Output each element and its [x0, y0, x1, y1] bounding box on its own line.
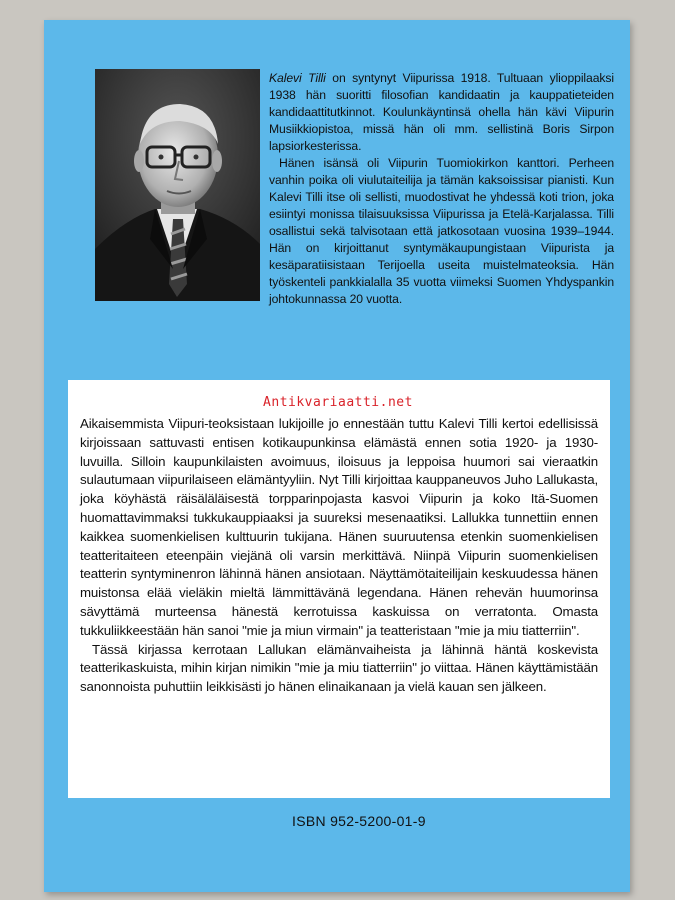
- author-name: Kalevi Tilli: [269, 71, 326, 85]
- book-description: [80, 415, 598, 697]
- author-portrait-image: [95, 69, 260, 301]
- bio-paragraph-2: Hänen isänsä oli Viipurin Tuomiokirkon kanttori. Perheen vanhin poika oli viulutaiteilija ja tämän kaksoissisar pianisti. Kun Kalevi Tilli itse oli sellisti, muodostivat he yhdessä koti trion, joka esiintyi monissa tilaisuuksissa Viipurissa ja Etelä-Karjalassa. Tilli osallistui sekä talvisotaan että jatkosotaan vuosina 1939–1944. Hän on kirjoittanut syntymäkaupungistaan Viipurista ja kesäparatiisistaan Terijoella useita muistelmateoksia. Hän työskenteli pankkialalla 35 vuotta viimeksi Suomen Yhdyspankin johtokunnassa 20 vuotta.: [269, 156, 614, 306]
- description-paragraph-1: Aikaisemmista Viipuri-teoksistaan lukijoille jo ennestään tuttu Kalevi Tilli kertoi edellisissä kirjoissaan sattuvasti entisen kotikaupunkinsa elämästä ennen sotia 1920- ja 1930-luvuilla. Silloin kaupunkilaisten avoimuus, iloisuus ja leppoisa huumori sai vieraatkin sulautumaan viipurilaiseen elämäntyyliin. Nyt Tilli kirjoittaa kauppaneuvos Juho Lallukasta, joka köyhästä räisäläläisestä torpparinpojasta kasvoi Viipurin ja koko Itä-Suomen huomattavimmaksi tukkukauppiaaksi ja suureksi mesenaatiksi. Lallukka tunnettiin ennen kaikkea suomenkielisen kulttuurin tukijana. Hänen suuruutensa etenkin suomenkielisen teatteritaiteen eteenpäin viejänä oli varsin merkittävä. Niinpä Viipurin suomenkielisen teatterin syntyminenron lähinnä hänen ansiotaan. Näyttämötaiteilijain keskuudessa hänen muistonsa elää vieläkin mieltä lämmittävänä legendana. Hänen rehevän huumorinsa sävyttämä murteensa hänestä kerrotuissa kaskuissa on verratonta. Omasta tukkuliikkeestään hän sanoi "mie ja miun virmain" ja teatteristaan "mie ja miu tiatterriin".: [80, 416, 598, 638]
- isbn-label: ISBN 952-5200-01-9: [292, 813, 426, 829]
- description-paragraph-2: Tässä kirjassa kerrotaan Lallukan elämänvaiheista ja lähinnä häntä koskevista teatterikaskuista, mihin kirjan nimikin "mie ja miu tiatterriin" jo viittaa. Hänen käyttämistään sanonnoista puhuttiin leikkisästi jo hänen elinaikanaan ja vielä kauan sen jälkeen.: [80, 641, 598, 695]
- bio-paragraph-1-text: on syntynyt Viipurissa 1918. Tultuaan ylioppilaaksi 1938 hän suoritti filosofian kandidaatin ja kauppatieteiden kandidaattitutkinnot. Koulunkäyntinsä ohella hän kävi Viipurin Musiikkiopistoa, missä hän oli mm. sellistinä Boris Sirpon lapsiorkesterissa.: [269, 71, 614, 153]
- bio-paragraph-1: [269, 70, 614, 155]
- author-photo: [95, 69, 260, 301]
- author-biography: [269, 70, 614, 308]
- watermark-text: Antikvariaatti.net: [263, 395, 413, 410]
- description-panel: [68, 380, 610, 798]
- book-back-cover: [44, 20, 630, 892]
